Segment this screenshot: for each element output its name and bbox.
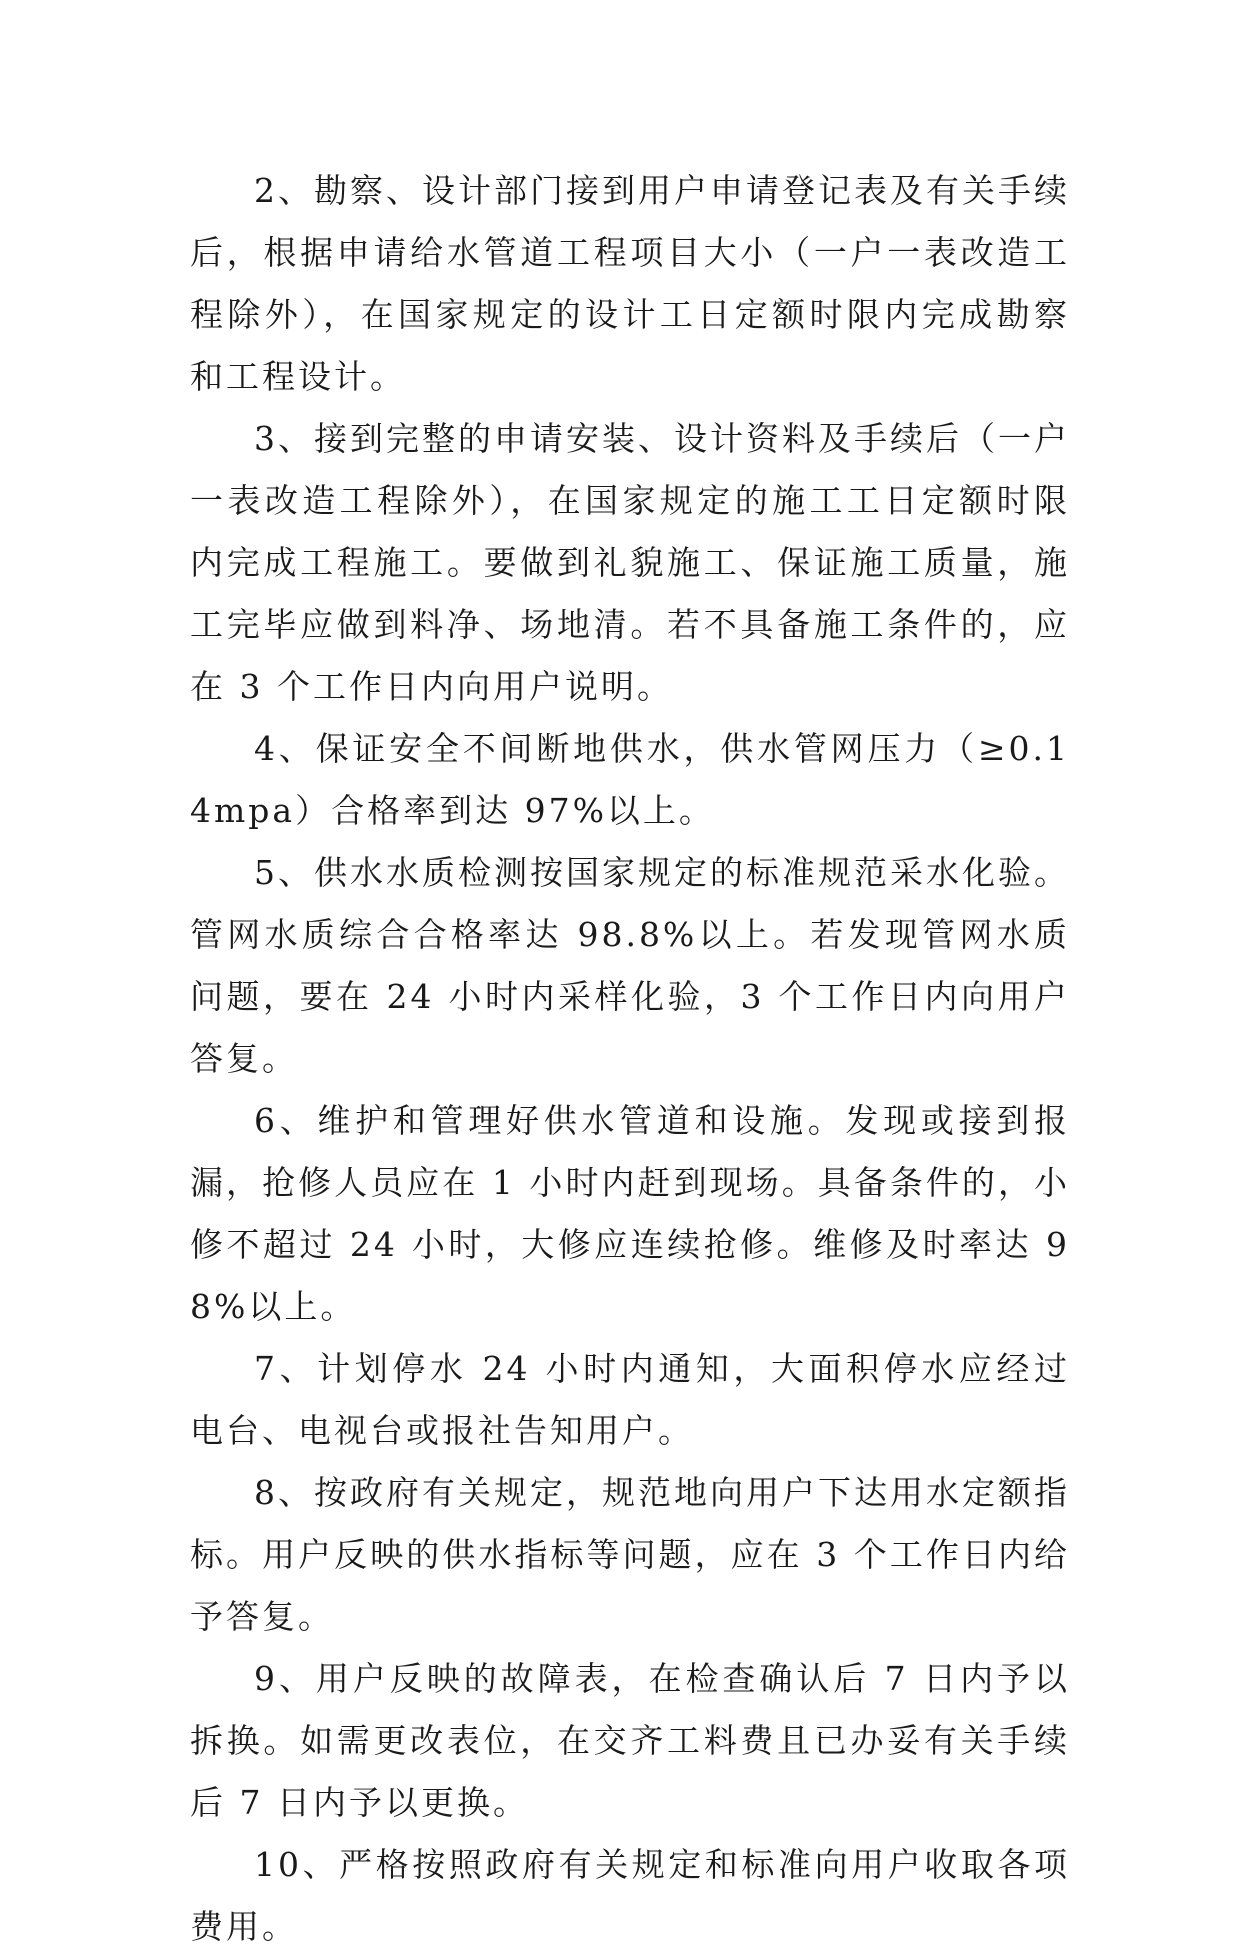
paragraph-item-4: 4、保证安全不间断地供水，供水管网压力（≥0.14mpa）合格率到达 97%以上。 [190,729,1070,830]
paragraph-item-3: 3、接到完整的申请安装、设计资料及手续后（一户一表改造工程除外），在国家规定的施工工日定额时限内完成工程施工。要做到礼貌施工、保证施工质量，施工完毕应做到料净、场地清。若不具备施工条件的，应在 3 个工作日内向用户说明。 [190,419,1070,706]
paragraph-item-6: 6、维护和管理好供水管道和设施。发现或接到报漏，抢修人员应在 1 小时内赶到现场。具备条件的，小修不超过 24 小时，大修应连续抢修。维修及时率达 98%以上。 [190,1101,1070,1326]
paragraph-item-10: 10、严格按照政府有关规定和标准向用户收取各项费用。 [190,1845,1070,1946]
paragraph-item-9: 9、用户反映的故障表，在检查确认后 7 日内予以拆换。如需更改表位，在交齐工料费且已办妥有关手续后 7 日内予以更换。 [190,1659,1070,1822]
document-body [190,160,1070,1958]
paragraph-item-2: 2、勘察、设计部门接到用户申请登记表及有关手续后，根据申请给水管道工程项目大小（一户一表改造工程除外），在国家规定的设计工日定额时限内完成勘察和工程设计。 [190,171,1070,396]
paragraph-item-7: 7、计划停水 24 小时内通知，大面积停水应经过电台、电视台或报社告知用户。 [190,1349,1070,1450]
paragraph-item-5: 5、供水水质检测按国家规定的标准规范采水化验。管网水质综合合格率达 98.8%以上。若发现管网水质问题，要在 24 小时内采样化验，3 个工作日内向用户答复。 [190,853,1070,1078]
paragraph-item-8: 8、按政府有关规定，规范地向用户下达用水定额指标。用户反映的供水指标等问题，应在 3 个工作日内给予答复。 [190,1473,1070,1636]
